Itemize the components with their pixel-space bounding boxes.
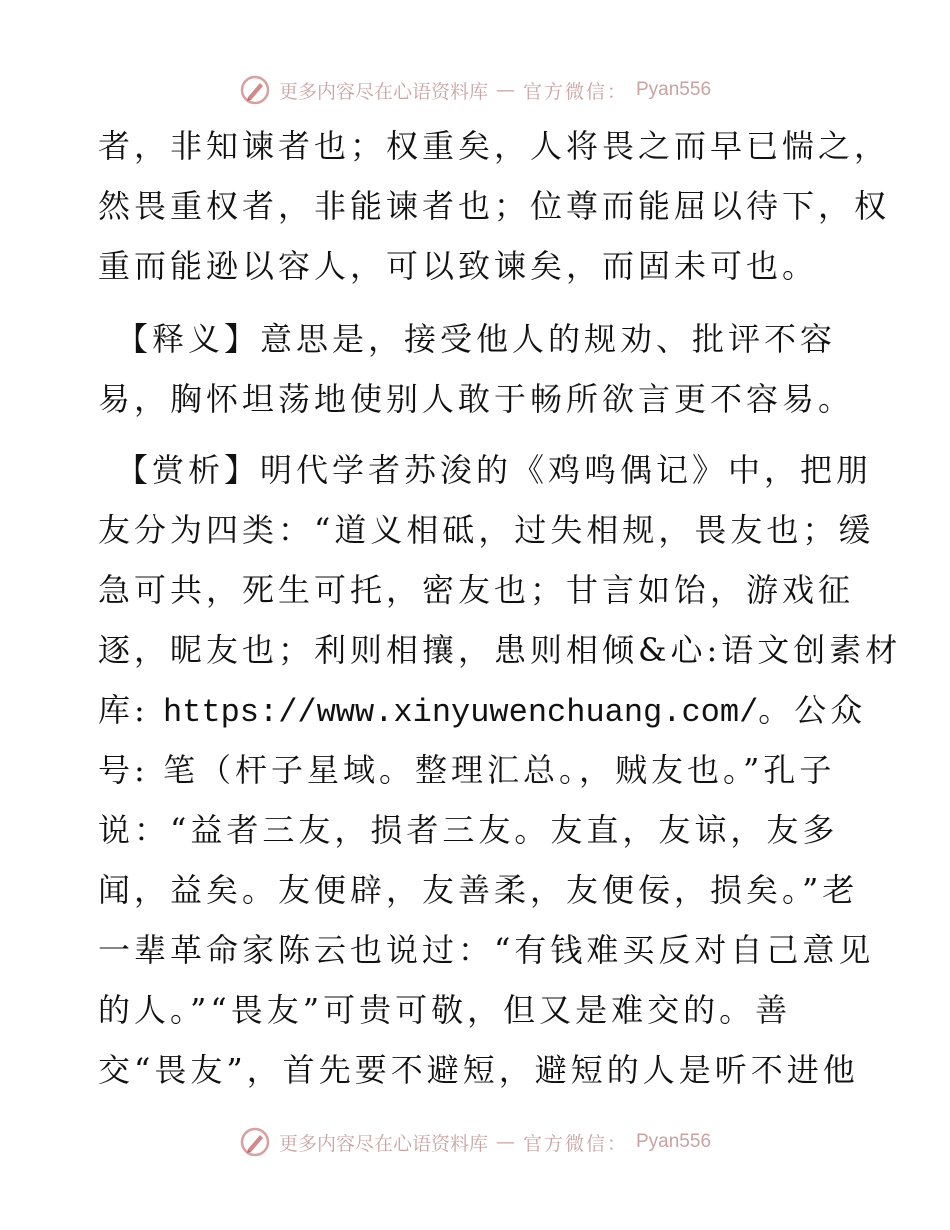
watermark-site-text: 更多内容尽在心语资料库 [278, 80, 488, 103]
paragraph-interpretation [98, 309, 858, 429]
text-line [98, 309, 858, 369]
text-line [98, 440, 873, 500]
text-line: 一辈革命家陈云也说过：“有钱难买反对自己意见 [98, 931, 875, 969]
text-line: 然畏重权者，非能谏者也；位尊而能屈以待下，权 [98, 187, 891, 225]
text-line: 闻，益矣。友便辟，友善柔，友便佞，损矣。”老 [98, 871, 859, 909]
text-line: 者，非知谏者也；权重矣，人将畏之而早已惴之， [98, 127, 891, 165]
interpretation-heading: 【释义】 [116, 320, 261, 358]
paragraph-quote-continuation [98, 116, 891, 296]
text-line: 交“畏友”，首先要不避短，避短的人是听不进他 [98, 1051, 859, 1089]
paragraph-appreciation [98, 440, 902, 1100]
watermark-wechat-id: Pyan556 [636, 1131, 712, 1152]
watermark-official-label: 官方微信： [522, 80, 628, 103]
watermark-separator: — [495, 79, 515, 101]
interpretation-text: 意思是，接受他人的规劝、批评不容 [260, 320, 837, 358]
watermark-official-label: 官方微信： [522, 1132, 628, 1155]
url-suffix: 。公众 [758, 691, 867, 729]
pen-logo-icon [239, 1126, 271, 1158]
appreciation-text: 明代学者苏浚的《鸡鸣偶记》中，把朋 [260, 451, 873, 489]
text-line: 号: 笔（杆子星域。整理汇总。，贼友也。”孔子 [98, 751, 836, 789]
text-line: 重而能逊以容人，可以致谏矣，而固未可也。 [98, 247, 819, 285]
text-line [98, 680, 867, 740]
footer-watermark [0, 1122, 950, 1162]
header-watermark [0, 70, 950, 110]
text-line: 急可共，死生可托，密友也；甘言如饴，游戏征 [98, 571, 855, 609]
text-line: 友分为四类：“道义相砥，过失相规，畏友也；缓 [98, 511, 875, 549]
text-line: 说：“益者三友，损者三友。友直，友谅，友多 [98, 811, 839, 849]
text-line: 逐，昵友也；利则相攘，患则相倾&心:语文创素材 [98, 631, 902, 669]
text-line: 的人。”“畏友”可贵可敬，但又是难交的。善 [98, 991, 792, 1029]
watermark-wechat-id: Pyan556 [636, 79, 712, 100]
watermark-separator: — [495, 1131, 515, 1153]
pen-logo-icon [239, 74, 271, 106]
website-url: https://www.xinyuwenchuang.com/ [162, 694, 759, 731]
appreciation-heading: 【赏析】 [116, 451, 261, 489]
text-line: 易，胸怀坦荡地使别人敢于畅所欲言更不容易。 [98, 380, 855, 418]
url-prefix: 库: [98, 691, 163, 729]
watermark-site-text: 更多内容尽在心语资料库 [278, 1132, 488, 1155]
